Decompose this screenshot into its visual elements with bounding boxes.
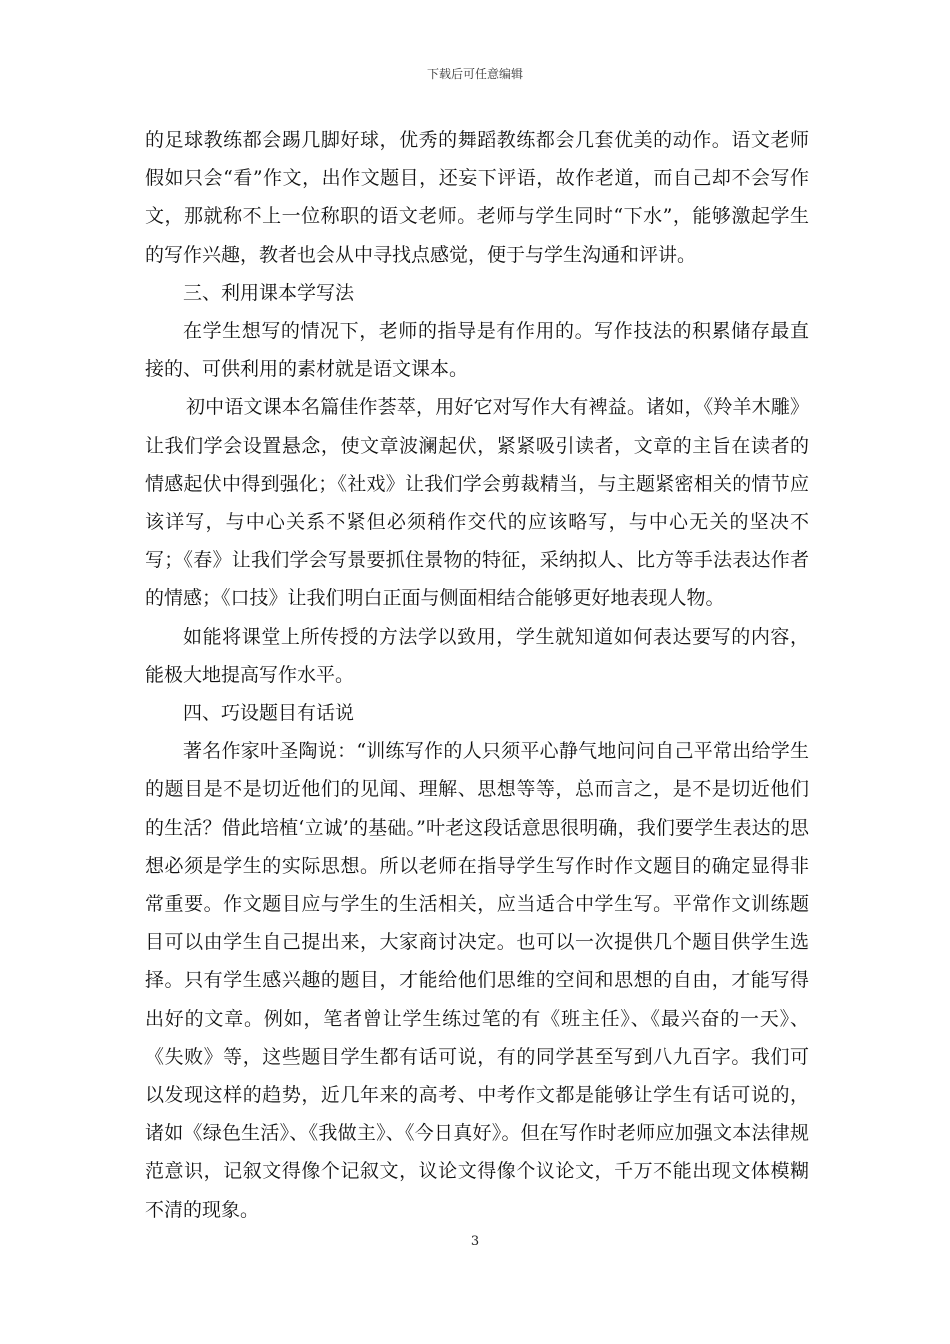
page-header: 下载后可任意编辑	[426, 67, 523, 81]
section-heading-3: 三、利用课本学写法	[183, 281, 355, 304]
section-heading-4: 四、巧设题目有话说	[183, 702, 355, 725]
paragraph: 如能将课堂上所传授的方法学以致用，学生就知道如何表达要写的内容，能极大地提高写作水平。	[145, 625, 809, 686]
paragraph: 在学生想写的情况下，老师的指导是有作用的。写作技法的积累储存最直接的、可供利用的素材就是语文课本。	[145, 320, 809, 381]
paragraph: 初中语文课本名篇佳作荟萃，用好它对写作大有裨益。诸如，《羚羊木雕》让我们学会设置悬念，使文章波澜起伏，紧紧吸引读者，文章的主旨在读者的情感起伏中得到强化；《社戏》让我们学会剪裁精当，与主题紧密相关的情节应该详写，与中心关系不紧但必须稍作交代的应该略写，与中心无关的坚决不写；《春》让我们学会写景要抓住景物的特征，采纳拟人、比方等手法表达作者的情感；《口技》让我们明白正面与侧面相结合能够更好地表现人物。	[145, 396, 809, 610]
page-number: 3	[470, 1234, 480, 1249]
paragraph-continuation: 的足球教练都会踢几脚好球，优秀的舞蹈教练都会几套优美的动作。语文老师假如只会“看”作文，出作文题目，还妄下评语，故作老道，而自己却不会写作文，那就称不上一位称职的语文老师。老师与学生同时“下水”，能够激起学生的写作兴趣，教者也会从中寻找点感觉，便于与学生沟通和评讲。	[145, 129, 809, 266]
paragraph: 著名作家叶圣陶说：“训练写作的人只须平心静气地问问自己平常出给学生的题目是不是切近他们的见闻、理解、思想等等，总而言之，是不是切近他们的生活？借此培植‘立诚’的基础。”叶老这段话意思很明确，我们要学生表达的思想必须是学生的实际思想。所以老师在指导学生写作时作文题目的确定显得非常重要。作文题目应与学生的生活相关，应当适合中学生写。平常作文训练题目可以由学生自己提出来，大家商讨决定。也可以一次提供几个题目供学生选择。只有学生感兴趣的题目，才能给他们思维的空间和思想的自由，才能写得出好的文章。例如，笔者曾让学生练过笔的有《班主任》、《最兴奋的一天》、《失败》等，这些题目学生都有话可说，有的同学甚至写到八九百字。我们可以发现这样的趋势，近几年来的高考、中考作文都是能够让学生有话可说的，诸如《绿色生活》、《我做主》、《今日真好》。但在写作时老师应加强文本法律规范意识，记叙文得像个记叙文，议论文得像个议论文，千万不能出现文体模糊不清的现象。	[145, 740, 809, 1221]
document-body	[145, 121, 809, 1229]
